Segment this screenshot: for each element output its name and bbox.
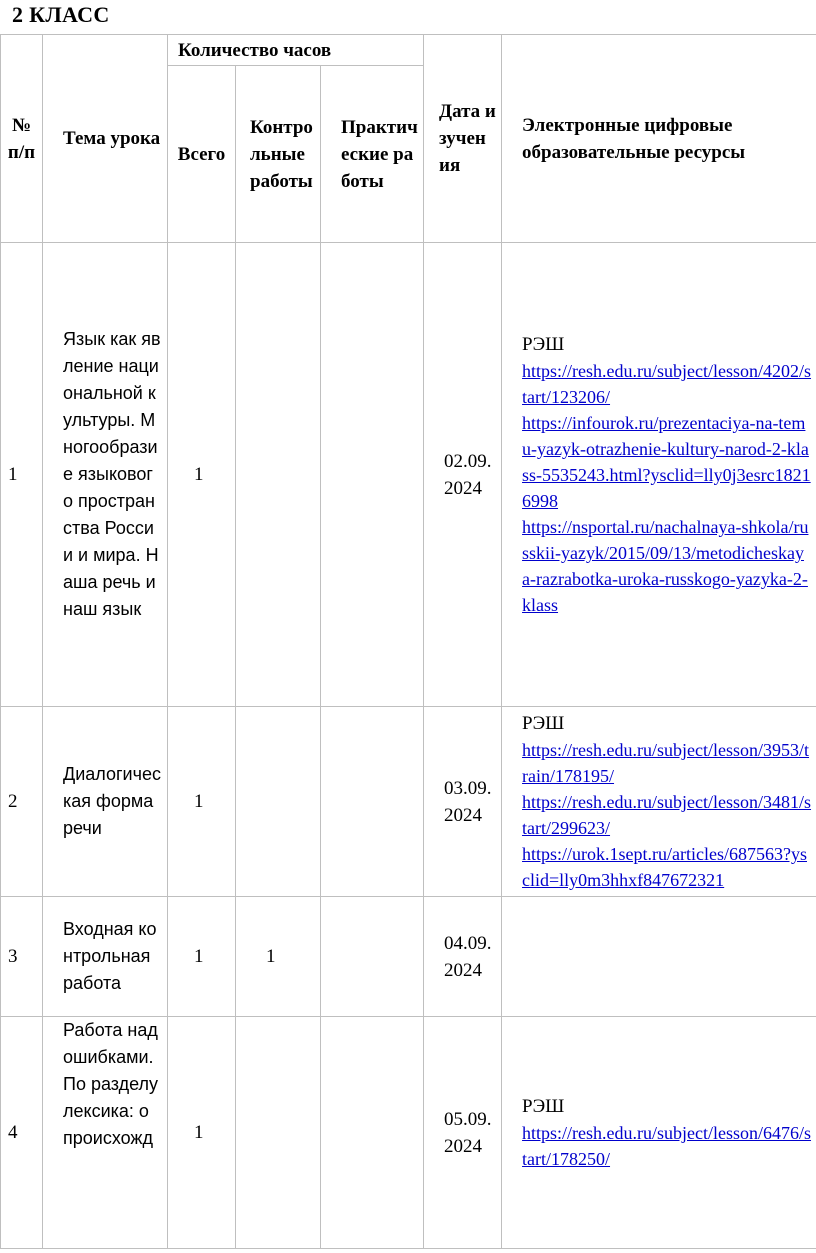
hours-total: 1 xyxy=(168,1017,236,1249)
lesson-topic: Язык как явление национальной культуры. Многообразие языкового пространства России и мира. Наша речь и наш язык xyxy=(43,243,168,707)
study-date: 05.09.2024 xyxy=(424,1017,502,1249)
hours-total: 1 xyxy=(168,897,236,1017)
row-number: 4 xyxy=(1,1017,43,1249)
table-row xyxy=(1,897,816,1017)
header-row xyxy=(1,35,816,66)
lesson-topic: Работа над ошибками. По разделу лексика: о происхожд xyxy=(43,1017,168,1249)
resources-cell xyxy=(502,1017,816,1249)
resource-link[interactable]: https://infourok.ru/prezentaciya-na-temu-yazyk-otrazhenie-kultury-narod-2-klass-5535243.html?ysclid=lly0j3esrc18216998 xyxy=(522,413,811,511)
row-number: 3 xyxy=(1,897,43,1017)
hours-practical xyxy=(321,243,424,707)
row-number: 2 xyxy=(1,707,43,897)
lesson-plan-table xyxy=(0,34,816,1249)
hours-control: 1 xyxy=(236,897,321,1017)
hours-control xyxy=(236,707,321,897)
header-date: Дата изучения xyxy=(424,35,502,243)
hours-total: 1 xyxy=(168,243,236,707)
hours-control xyxy=(236,243,321,707)
row-number: 1 xyxy=(1,243,43,707)
resource-link[interactable]: https://resh.edu.ru/subject/lesson/6476/start/178250/ xyxy=(522,1123,812,1169)
header-control: Контрольные работы xyxy=(236,66,321,243)
hours-practical xyxy=(321,707,424,897)
header-num: № п/п xyxy=(1,35,43,243)
class-heading: 2 КЛАСС xyxy=(12,2,110,27)
resource-link[interactable]: https://nsportal.ru/nachalnaya-shkola/russkii-yazyk/2015/09/13/metodicheskaya-razrabotka-uroka-russkogo-yazyka-2-klass xyxy=(522,517,809,615)
resources-cell xyxy=(502,707,816,897)
hours-practical xyxy=(321,897,424,1017)
header-resources: Электронные цифровые образовательные ресурсы xyxy=(502,35,816,243)
table-row xyxy=(1,707,816,897)
study-date: 04.09.2024 xyxy=(424,897,502,1017)
resources-cell xyxy=(502,243,816,707)
resource-link[interactable]: https://resh.edu.ru/subject/lesson/3953/train/178195/ xyxy=(522,740,810,786)
header-topic: Тема урока xyxy=(43,35,168,243)
header-practical: Практические работы xyxy=(321,66,424,243)
study-date: 03.09.2024 xyxy=(424,707,502,897)
table-row xyxy=(1,243,816,707)
resource-link[interactable]: https://urok.1sept.ru/articles/687563?ysclid=lly0m3hhxf847672321 xyxy=(522,844,807,890)
header-total: Всего xyxy=(168,66,236,243)
hours-practical xyxy=(321,1017,424,1249)
header-hours-group: Количество часов xyxy=(168,35,424,66)
hours-control xyxy=(236,1017,321,1249)
study-date: 02.09.2024 xyxy=(424,243,502,707)
hours-total: 1 xyxy=(168,707,236,897)
table-row xyxy=(1,1017,816,1249)
resource-link[interactable]: https://resh.edu.ru/subject/lesson/4202/start/123206/ xyxy=(522,361,812,407)
lesson-topic: Входная контрольная работа xyxy=(43,897,168,1017)
resource-label: РЭШ xyxy=(522,713,565,734)
resource-label: РЭШ xyxy=(522,1096,565,1117)
resources-cell xyxy=(502,897,816,1017)
lesson-topic: Диалогическая форма речи xyxy=(43,707,168,897)
resource-label: РЭШ xyxy=(522,334,565,355)
resource-link[interactable]: https://resh.edu.ru/subject/lesson/3481/start/299623/ xyxy=(522,792,812,838)
